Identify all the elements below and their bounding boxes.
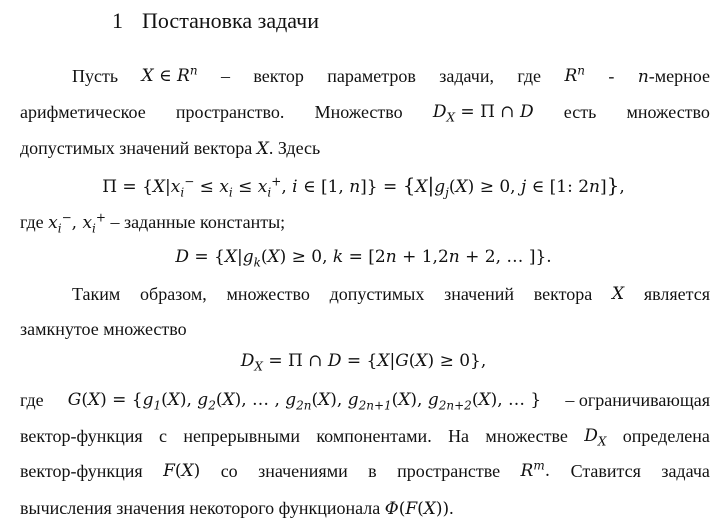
word: - (608, 66, 615, 86)
word: вектор (253, 66, 304, 86)
word: вектор-функция (20, 461, 143, 481)
word: Пусть (72, 66, 119, 86)
word: – ограничивающая (565, 390, 710, 410)
formula-x-in-rn: X ∈ $R^n$ (141, 63, 198, 86)
word: со (220, 461, 238, 481)
word: пространстве (397, 461, 501, 481)
word: Множество (314, 102, 403, 122)
text-fragment: непрерывными (183, 426, 300, 446)
word: Ставится (570, 461, 641, 481)
word: параметров (327, 66, 416, 86)
formula-g: $G(X) = \{g_1(X)$, $g_2(X)$, … , $g_{2n}(X)$, $g_{2n+1}(X)$, $g_{2n+2}(X)$, … } (67, 390, 542, 413)
formula-dx-inline: $D_X = \Pi$ ∩ D (432, 102, 534, 125)
paragraph1-line2 (20, 102, 710, 123)
formula-pi: $\Pi = \{X|x_i^- \le x_i \le x_i^+$, i ∈ [1, $n]\} = \{X|g_j(X) \ge 0$, j ∈ [1: 2n]}, (102, 173, 625, 200)
word-n-dimensional: n-мерное (637, 66, 710, 87)
text-fragment: компонентами. (316, 426, 432, 446)
section-title: Постановка задачи (142, 8, 319, 33)
text-fragment: вектор-функция (20, 426, 143, 446)
word: вектора (533, 284, 593, 304)
formula-dx: $D_X = \Pi$ ∩ D = {X|G(X) ≥ 0}, (240, 351, 487, 374)
constants-line: где $x_i^-$, $x_i^+$ – заданные константы; (20, 210, 286, 236)
paragraph1-line3: допустимых значений вектора X. Здесь (20, 138, 321, 159)
word: образом, (140, 284, 207, 304)
word: где (20, 390, 44, 410)
word: задачи, (439, 66, 494, 86)
word: множество (226, 284, 310, 304)
formula-dx-inline: $D_X$ (584, 426, 607, 449)
text-fragment: определена (622, 426, 710, 446)
text-fragment: На (448, 426, 470, 446)
text-fragment: с (159, 426, 168, 446)
paragraph1-line1 (72, 63, 710, 87)
word: допустимых (329, 284, 425, 304)
word: является (643, 284, 710, 304)
word: где (517, 66, 542, 86)
formula-rm: $R^m$. (520, 458, 551, 481)
formula-d: $D = \{X|g_k(X) \ge 0$, k = [2n + 1,2n + 2, … ]}. (175, 247, 552, 270)
word: пространство. (175, 102, 285, 122)
paragraph3-line3 (20, 458, 710, 482)
formula-rn: $R^n$ (564, 63, 585, 86)
paragraph3-line1 (20, 390, 710, 411)
word: в (368, 461, 377, 481)
section-number: 1 (112, 8, 123, 33)
formula-fx: F(X) (163, 461, 201, 481)
word: множество (626, 102, 710, 122)
paragraph3-line4: вычисления значения некоторого функционала Φ(F(X)). (20, 498, 454, 519)
paragraph2-line1 (72, 284, 710, 305)
word: – (220, 66, 230, 86)
formula-x: X (612, 284, 625, 304)
word: арифметическое (20, 102, 146, 122)
paragraph3-line2 (20, 426, 710, 447)
section-heading (112, 8, 319, 34)
text-fragment: множестве (485, 426, 568, 446)
word: Таким (72, 284, 121, 304)
word: значениями (258, 461, 348, 481)
word: есть (563, 102, 597, 122)
word: значений (444, 284, 515, 304)
word: задача (661, 461, 710, 481)
paragraph2-line2: замкнутое множество (20, 319, 187, 339)
